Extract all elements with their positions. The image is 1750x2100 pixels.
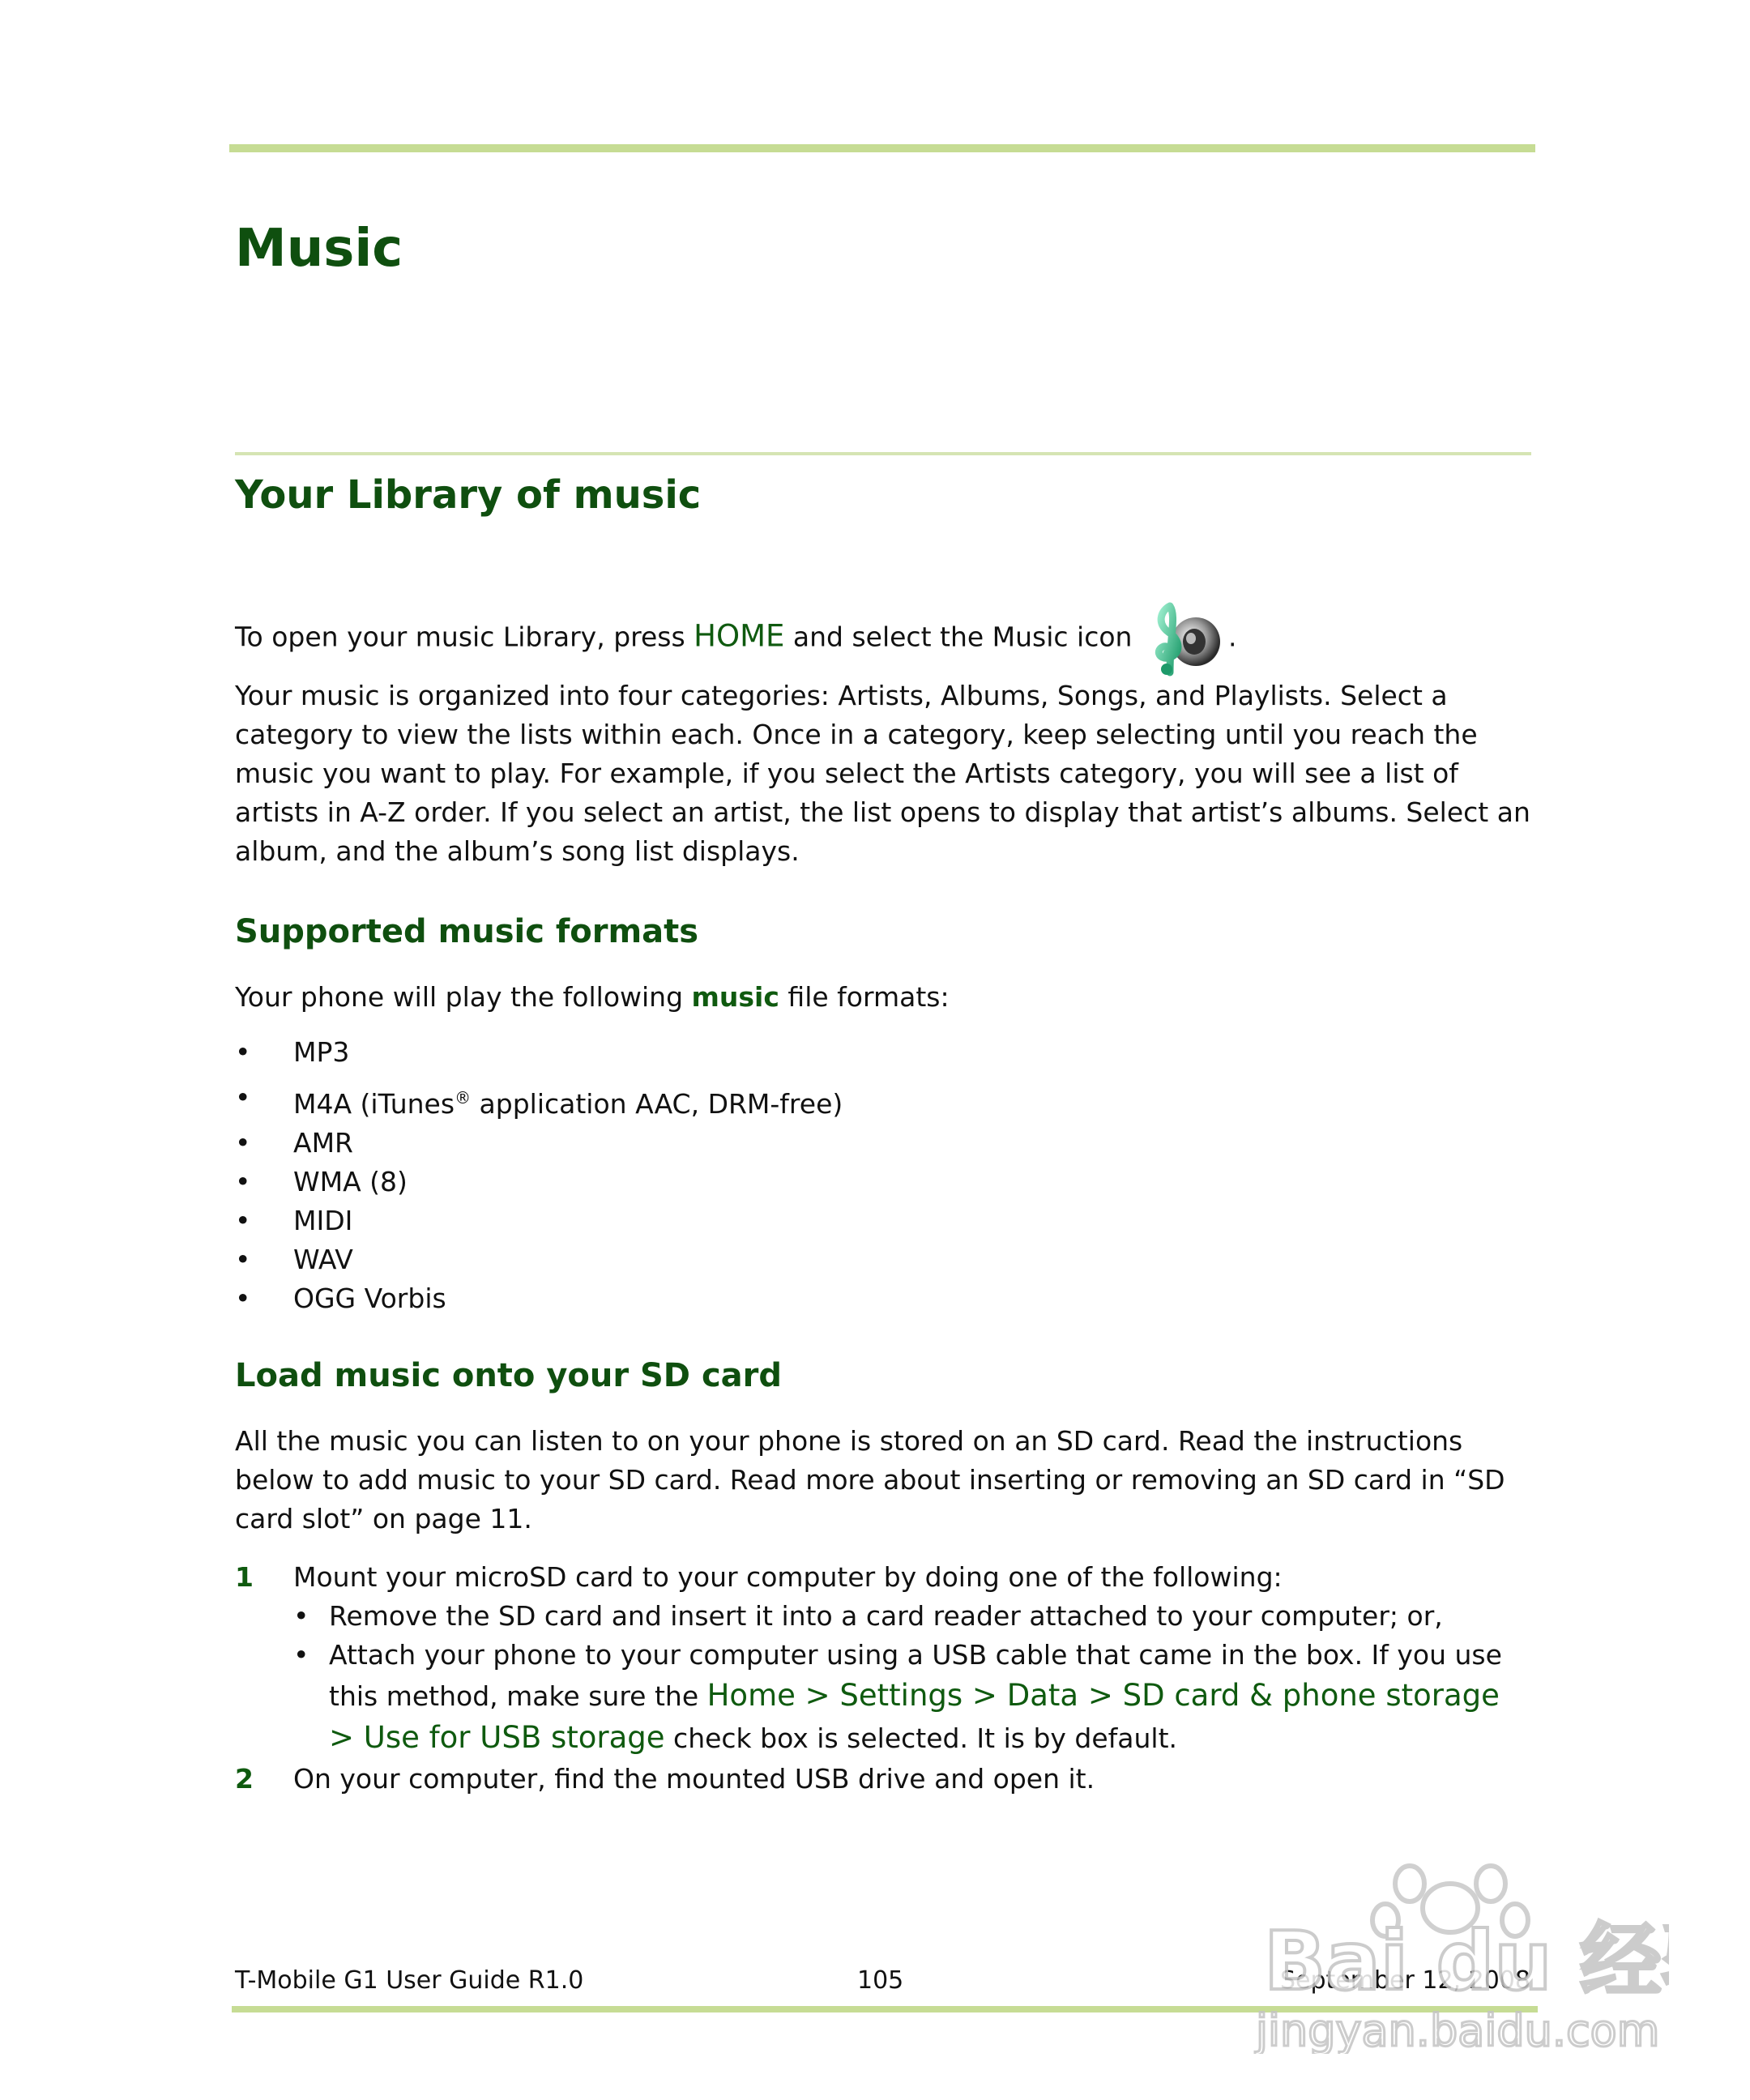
sub-bullet-text: Attach your phone to your computer using a USB cable that came in the box. If you use this method, make sure the Home > Settings > Data > SD card & phone storage > Use for USB storage check box is selected. It is by default. bbox=[329, 1639, 1502, 1755]
step-number: 1 bbox=[235, 1561, 254, 1593]
path-home: Home bbox=[706, 1678, 796, 1713]
path-settings: Settings bbox=[839, 1678, 963, 1713]
step-1 bbox=[235, 1558, 1531, 1597]
list-item: • AMR bbox=[235, 1124, 1531, 1163]
intro-text: To open your music Library, press bbox=[235, 621, 694, 653]
section-rule bbox=[235, 452, 1531, 455]
list-item: • OGG Vorbis bbox=[235, 1279, 1531, 1318]
footer-date: September 12, 2008 bbox=[1280, 1966, 1530, 1995]
formats-intro-text-2: file formats: bbox=[779, 981, 950, 1013]
path-usb-storage: Use for USB storage bbox=[363, 1720, 665, 1755]
intro-paragraph bbox=[235, 600, 1531, 677]
list-item: • MIDI bbox=[235, 1202, 1531, 1240]
sdcard-paragraph: All the music you can listen to on your phone is stored on an SD card. Read the instructions below to add music to your SD card. Read more about inserting or removing an SD card in “SD card slot” on page 11. bbox=[235, 1425, 1505, 1534]
list-item: • M4A (iTunes® application AAC, DRM-free) bbox=[235, 1078, 1531, 1124]
path-data: Data bbox=[1006, 1678, 1079, 1713]
footer-page-number: 105 bbox=[857, 1966, 904, 1995]
intro-period: . bbox=[1227, 621, 1237, 653]
sdcard-heading: Load music onto your SD card bbox=[235, 1357, 782, 1394]
baidu-watermark bbox=[1248, 1851, 1669, 2054]
step-2 bbox=[235, 1760, 1531, 1799]
top-rule bbox=[229, 144, 1535, 152]
formats-heading: Supported music formats bbox=[235, 913, 699, 950]
formats-list bbox=[235, 1033, 1531, 1318]
step-text: On your computer, find the mounted USB drive and open it. bbox=[293, 1763, 1095, 1795]
list-item: • WMA (8) bbox=[235, 1163, 1531, 1202]
sub-bullet-1: • Remove the SD card and insert it into a card reader attached to your computer; or, bbox=[293, 1597, 1531, 1636]
library-paragraph: Your music is organized into four categories: Artists, Albums, Songs, and Playlists. Select a category to view the lists within each. Once in a category, keep selecting until you reach the music you want to play. For example, if you select the Artists category, you will see a list of artists in A-Z order. If you select an artist, the list opens to display that artist’s albums. Select an album, and the album’s song list displays. bbox=[235, 680, 1530, 867]
music-bold: music bbox=[691, 981, 779, 1013]
formats-intro bbox=[235, 978, 1531, 1017]
step-text: Mount your microSD card to your computer by doing one of the following: bbox=[293, 1561, 1283, 1593]
footer-left: T-Mobile G1 User Guide R1.0 bbox=[235, 1966, 584, 1995]
music-icon bbox=[1146, 600, 1223, 677]
step-number: 2 bbox=[235, 1763, 254, 1795]
formats-intro-text: Your phone will play the following bbox=[235, 981, 692, 1013]
sub-bullet-text: Remove the SD card and insert it into a card reader attached to your computer; or, bbox=[329, 1600, 1443, 1632]
list-item: • MP3 bbox=[235, 1033, 1531, 1072]
list-item: • WAV bbox=[235, 1240, 1531, 1279]
section-heading: Your Library of music bbox=[235, 472, 702, 518]
page-title: Music bbox=[235, 219, 403, 279]
svg-text:jingyan.baidu.com: jingyan.baidu.com bbox=[1256, 2005, 1660, 2054]
sub-bullet-2: • Attach your phone to your computer using a USB cable that came in the box. If you use this method, make sure the Home > Settings > Data > SD card & phone storage > Use for USB storage check box is selected. It is by default. bbox=[293, 1636, 1531, 1759]
svg-text:Bai du 经验: Bai du 经 bbox=[1264, 1914, 1662, 2008]
home-key: HOME bbox=[694, 618, 785, 654]
intro-text-2: and select the Music icon bbox=[784, 621, 1133, 653]
path-sd-storage: SD card & phone storage bbox=[1122, 1678, 1500, 1713]
